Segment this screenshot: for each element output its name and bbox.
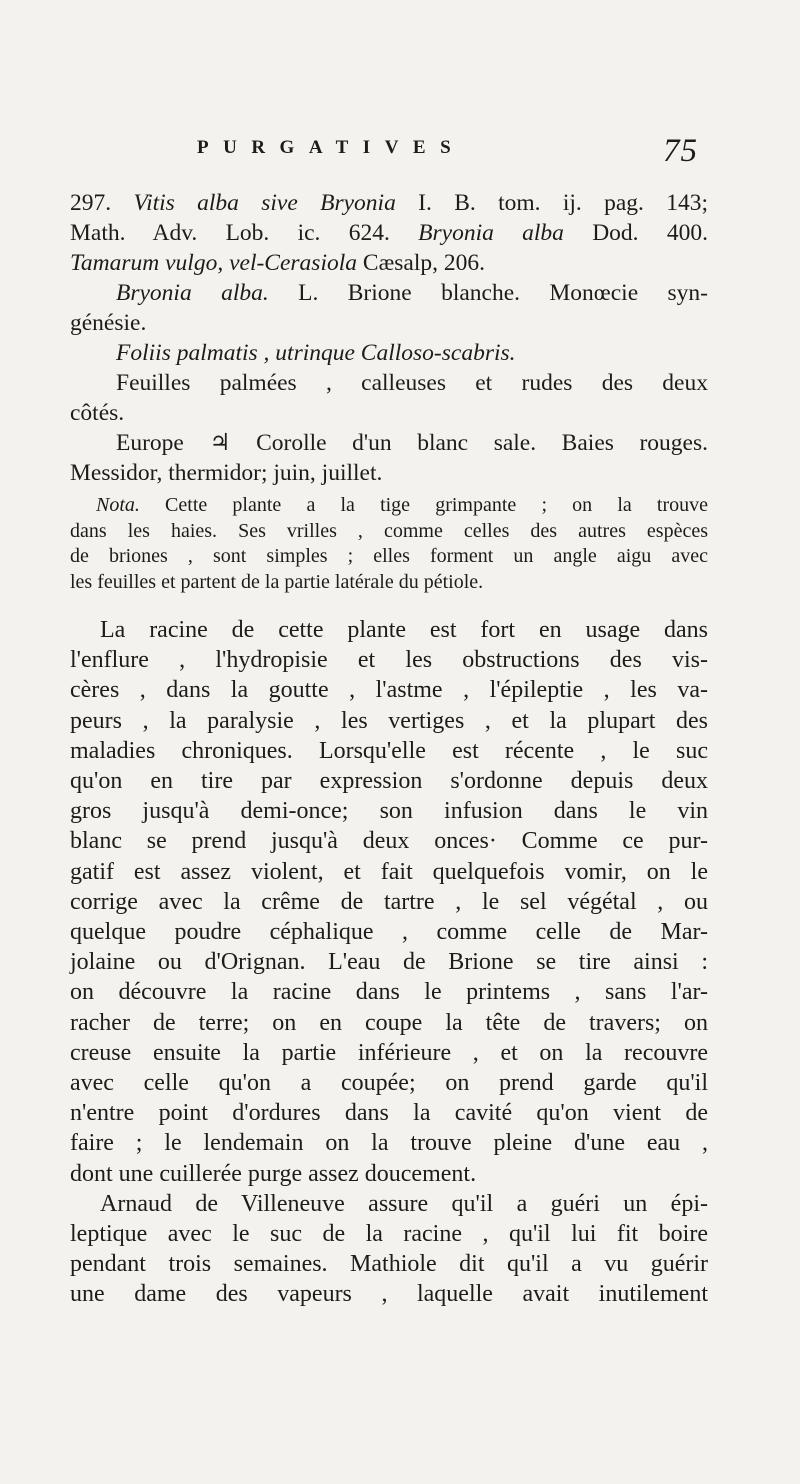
body-line: gatif est assez violent, et fait quelquefois vomir, on le [70,858,708,885]
body-text [70,615,708,1310]
body-line: peurs , la paralysie , les vertiges , et la plupart des [70,707,708,734]
entry-line [70,428,708,458]
entry-line [70,338,708,368]
nota-line [70,493,708,519]
text-run: Math. Adv. Lob. ic. 624. [70,220,419,246]
body-line: jolaine ou d'Orignan. L'eau de Brione se tire ainsi : [70,949,708,976]
body-line: l'enflure , l'hydropisie et les obstructions des vis- [70,647,708,674]
text-run: Cette plante a la tige grimpante ; on la trouve [139,494,708,516]
text-run: Dod. 400. [563,220,708,246]
body-line: Arnaud de Villeneuve assure qu'il a guéri un épi- [100,1190,708,1217]
page-number: 75 [663,133,698,169]
page-header [0,133,800,173]
text-run: Feuilles palmées , calleuses et rudes des deux [116,370,708,396]
nota-line [70,544,708,570]
text-run: Messidor, thermidor; juin, juillet. [70,460,383,486]
body-line: racher de terre; on en coupe la tête de travers; on [70,1009,708,1036]
text-run: Europe ♃ Corolle d'un blanc sale. Baies rouges. [116,430,708,456]
entry-line [70,278,708,308]
entry-line [70,368,708,398]
italic-text: Tamarum vulgo, vel-Cerasiola [70,250,358,276]
body-line: leptique avec le suc de la racine , qu'il lui fit boire [70,1221,708,1248]
body-line: on découvre la racine dans le printems , sans l'ar- [70,979,708,1006]
body-line: gros jusqu'à demi-once; son infusion dans le vin [70,798,708,825]
body-line: corrige avec la crême de tartre , le sel végétal , ou [70,888,708,915]
text-run: les feuilles et partent de la partie latérale du pétiole. [70,570,484,593]
body-line: blanc se prend jusqu'à deux onces· Comme ce pur- [70,828,708,855]
body-line: creuse ensuite la partie inférieure , et on la recouvre [70,1039,708,1066]
entry-line [70,248,708,278]
text-run: dans les haies. Ses vrilles , comme celles des autres espèces [70,519,708,542]
page-content [70,188,708,1310]
running-head: PURGATIVES [197,137,466,158]
text-run: de briones , sont simples ; elles forment un angle aigu avec [70,545,708,567]
body-line: avec celle qu'on a coupée; on prend garde qu'il [70,1070,708,1097]
body-line: maladies chroniques. Lorsqu'elle est récente , le suc [70,737,708,764]
italic-text: Bryonia alba [418,220,564,246]
nota-line [70,519,708,545]
text-run: génésie. [70,310,147,336]
body-line: qu'on en tire par expression s'ordonne depuis deux [70,768,708,795]
entry-line [70,308,708,338]
body-line: cères , dans la goutte , l'astme , l'épileptie , les va- [70,677,708,704]
text-run: côtés. [70,400,125,426]
italic-text: Nota. [96,494,140,516]
text-run: 297. [70,190,134,216]
body-line: faire ; le lendemain on la trouve pleine d'une eau , [70,1130,708,1157]
body-line: dont une cuillerée purge assez doucement. [70,1160,477,1187]
body-line: pendant trois semaines. Mathiole dit qu'il a vu guérir [70,1251,708,1278]
nota-line [70,570,708,596]
entry-line [70,458,708,488]
body-line: n'entre point d'ordures dans la cavité qu'on vient de [70,1100,708,1127]
text-run: Cæsalp, 206. [357,250,485,276]
body-line: quelque poudre céphalique , comme celle de Mar- [70,919,708,946]
botanical-entry [70,188,708,488]
italic-text: Vitis alba sive Bryonia [133,190,396,216]
entry-line [70,218,708,248]
text-run: L. Brione blanche. Monœcie syn- [268,280,708,306]
italic-text: Foliis palmatis , utrinque Calloso-scabris. [116,340,516,366]
italic-text: Bryonia alba. [116,280,269,306]
entry-line [70,188,708,218]
body-line: une dame des vapeurs , laquelle avait inutilement [70,1281,708,1308]
text-run: I. B. tom. ij. pag. 143; [395,190,709,216]
entry-line [70,398,708,428]
nota-paragraph [70,493,708,595]
body-line: La racine de cette plante est fort en usage dans [100,617,708,643]
